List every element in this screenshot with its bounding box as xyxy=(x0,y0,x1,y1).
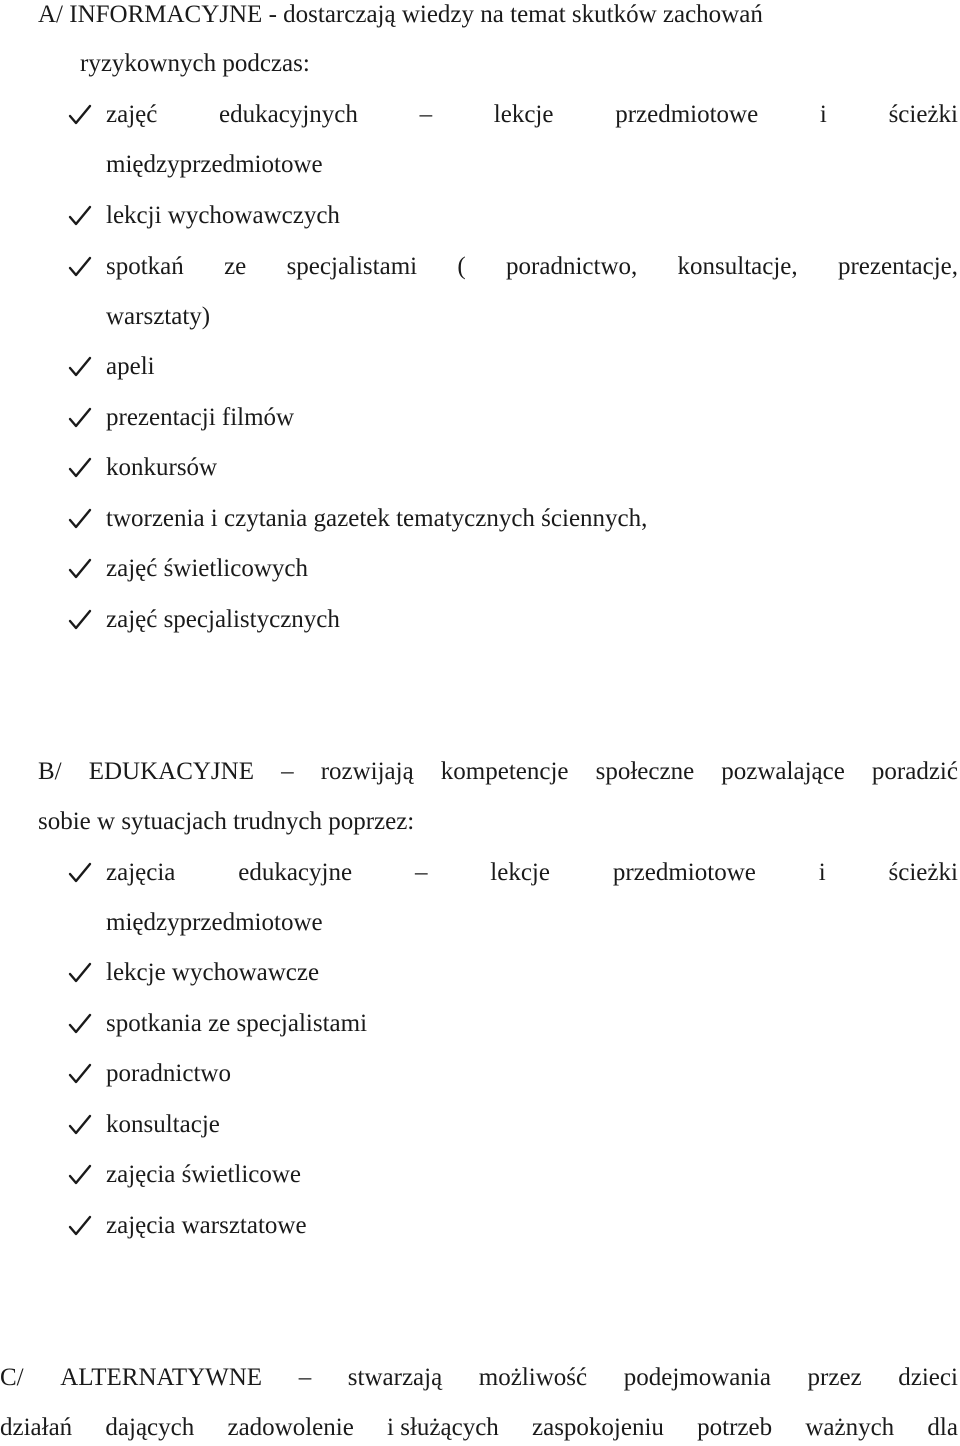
section-c-line1: C/ ALTERNATYWNE – stwarzają możliwość podejmowania przez dzieci xyxy=(0,1364,958,1391)
check-mark-icon xyxy=(68,1059,94,1089)
section-b-item-5: zajęcia świetlicowe xyxy=(106,1161,302,1188)
section-b-heading-line2: sobie w sytuacjach trudnych poprzez: xyxy=(38,808,415,835)
check-mark-icon xyxy=(68,1009,94,1039)
section-b-item-3: poradnictwo xyxy=(106,1060,231,1087)
section-a-item-2-continuation: warsztaty) xyxy=(106,303,211,330)
check-mark-icon xyxy=(68,1160,94,1190)
section-b-item-4: konsultacje xyxy=(106,1111,220,1138)
section-a-item-8: zajęć specjalistycznych xyxy=(106,606,340,633)
section-b-item-0: zajęcia edukacyjne – lekcje przedmiotowe i ścieżki xyxy=(106,859,958,886)
check-mark-icon xyxy=(68,403,94,433)
section-a-heading-line2: ryzykownych podczas: xyxy=(80,50,310,77)
section-a-item-4: prezentacji filmów xyxy=(106,404,295,431)
check-mark-icon xyxy=(68,504,94,534)
check-mark-icon xyxy=(68,100,94,130)
check-mark-icon xyxy=(68,605,94,635)
check-mark-icon xyxy=(68,352,94,382)
section-a-item-7: zajęć świetlicowych xyxy=(106,555,308,582)
section-a-item-2: spotkań ze specjalistami ( poradnictwo, konsultacje, prezentacje, xyxy=(106,253,958,280)
section-a-heading-line1: A/ INFORMACYJNE - dostarczają wiedzy na temat skutków zachowań xyxy=(38,1,763,28)
section-c-line2: działań dających zadowolenie i służących zaspokojeniu potrzeb ważnych dla xyxy=(0,1414,958,1441)
check-mark-icon xyxy=(68,858,94,888)
check-mark-icon xyxy=(68,252,94,282)
section-a-item-0: zajęć edukacyjnych – lekcje przedmiotowe i ścieżki xyxy=(106,101,958,128)
section-b-item-6: zajęcia warsztatowe xyxy=(106,1212,307,1239)
check-mark-icon xyxy=(68,201,94,231)
section-a-item-1: lekcji wychowawczych xyxy=(106,202,340,229)
section-a-item-0-continuation: międzyprzedmiotowe xyxy=(106,151,323,178)
section-b-item-1: lekcje wychowawcze xyxy=(106,959,320,986)
section-b-item-2: spotkania ze specjalistami xyxy=(106,1010,368,1037)
section-a-heading xyxy=(38,0,763,30)
check-mark-icon xyxy=(68,1110,94,1140)
section-b-heading: B/ EDUKACYJNE – rozwijają kompetencje społeczne pozwalające poradzić xyxy=(38,758,958,785)
section-a-item-6: tworzenia i czytania gazetek tematycznych ściennych, xyxy=(106,505,648,532)
section-b-item-0-continuation: międzyprzedmiotowe xyxy=(106,909,323,936)
check-mark-icon xyxy=(68,958,94,988)
check-mark-icon xyxy=(68,1211,94,1241)
section-a-item-3: apeli xyxy=(106,353,155,380)
check-mark-icon xyxy=(68,453,94,483)
check-mark-icon xyxy=(68,554,94,584)
section-a-item-5: konkursów xyxy=(106,454,218,481)
